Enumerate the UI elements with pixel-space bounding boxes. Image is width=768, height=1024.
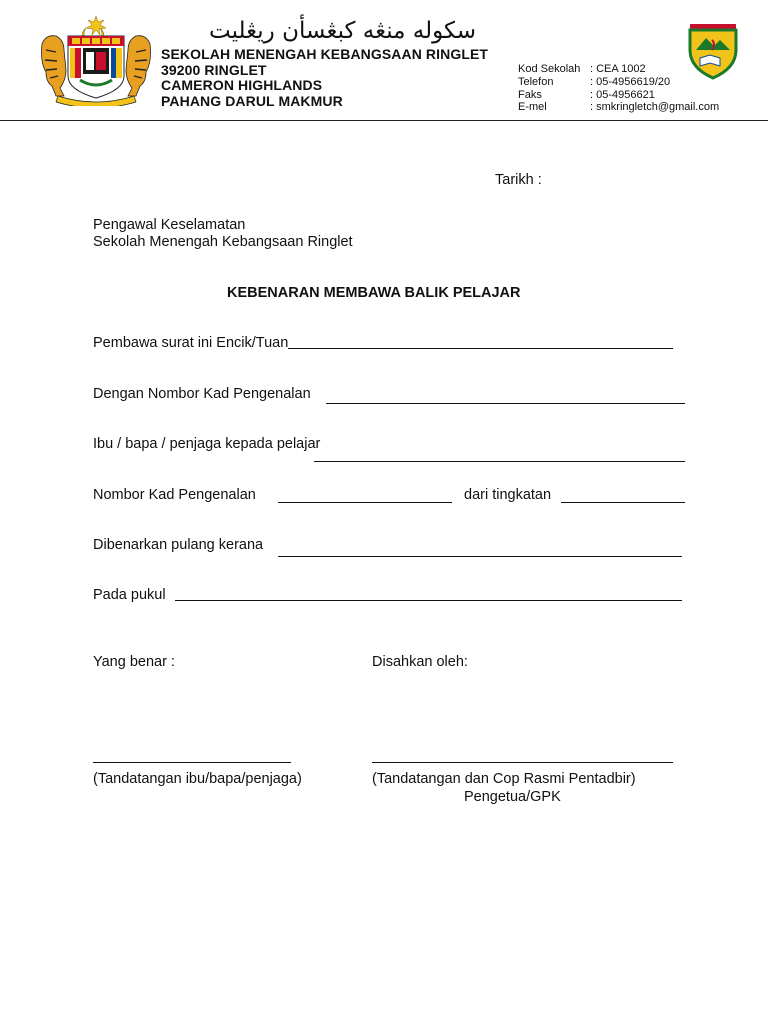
signature-left-heading: Yang benar :: [93, 654, 175, 670]
signature-left-caption: (Tandatangan ibu/bapa/penjaga): [93, 771, 302, 787]
coat-of-arms-logo: [36, 14, 156, 106]
date-label: Tarikh :: [495, 172, 542, 188]
school-name-jawi: سكوله منڠه كبڠسأن ريڠليت: [209, 18, 476, 44]
contact-value: : 05-4956619/20: [590, 75, 671, 88]
form-label: dari tingkatan: [464, 487, 552, 503]
contact-value: : 05-4956621: [590, 88, 655, 101]
signature-right-role: Pengetua/GPK: [464, 789, 561, 805]
recipient-title: Pengawal Keselamatan: [93, 217, 246, 233]
school-address-block: [161, 47, 488, 109]
bearer-label: Pembawa surat ini Encik/Tuan: [93, 335, 289, 351]
contact-label: Telefon: [518, 75, 554, 88]
student-ic-line: [278, 502, 452, 503]
form-line: [561, 502, 685, 503]
time-line: [175, 600, 682, 601]
contact-fax: [518, 89, 719, 102]
school-district: CAMERON HIGHLANDS: [161, 77, 323, 93]
school-postcode: 39200 RINGLET: [161, 61, 267, 78]
guardian-label: Ibu / bapa / penjaga kepada pelajar: [93, 436, 321, 452]
contact-label: E-mel: [518, 101, 547, 114]
letter-title: KEBENARAN MEMBAWA BALIK PELAJAR: [227, 285, 521, 301]
recipient-school: Sekolah Menengah Kebangsaan Ringlet: [93, 234, 353, 250]
signature-left-line: [93, 762, 291, 763]
reason-label: Dibenarkan pulang kerana: [93, 537, 264, 553]
contact-value: : CEA 1002: [590, 63, 646, 75]
ic-number-label: Dengan Nombor Kad Pengenalan: [93, 386, 311, 402]
school-name: SEKOLAH MENENGAH KEBANGSAAN RINGLET: [161, 46, 489, 62]
header-divider: [0, 120, 768, 121]
contact-email: [518, 101, 719, 114]
contact-label: Faks: [518, 88, 542, 101]
contact-label: Kod Sekolah: [518, 63, 581, 75]
school-state: PAHANG DARUL MAKMUR: [161, 92, 343, 109]
reason-line: [278, 556, 682, 557]
ic-number-line: [326, 403, 685, 404]
school-crest-logo: [686, 20, 740, 80]
signature-right-line: [372, 762, 673, 763]
time-label: Pada pukul: [93, 587, 166, 603]
signature-right-caption: (Tandatangan dan Cop Rasmi Pentadbir): [372, 771, 636, 787]
student-ic-label: Nombor Kad Pengenalan: [93, 487, 256, 503]
signature-right-heading: Disahkan oleh:: [372, 654, 468, 670]
bearer-line: [288, 348, 673, 349]
contact-value: : smkringletch@gmail.com: [590, 101, 720, 114]
guardian-line: [314, 461, 685, 462]
